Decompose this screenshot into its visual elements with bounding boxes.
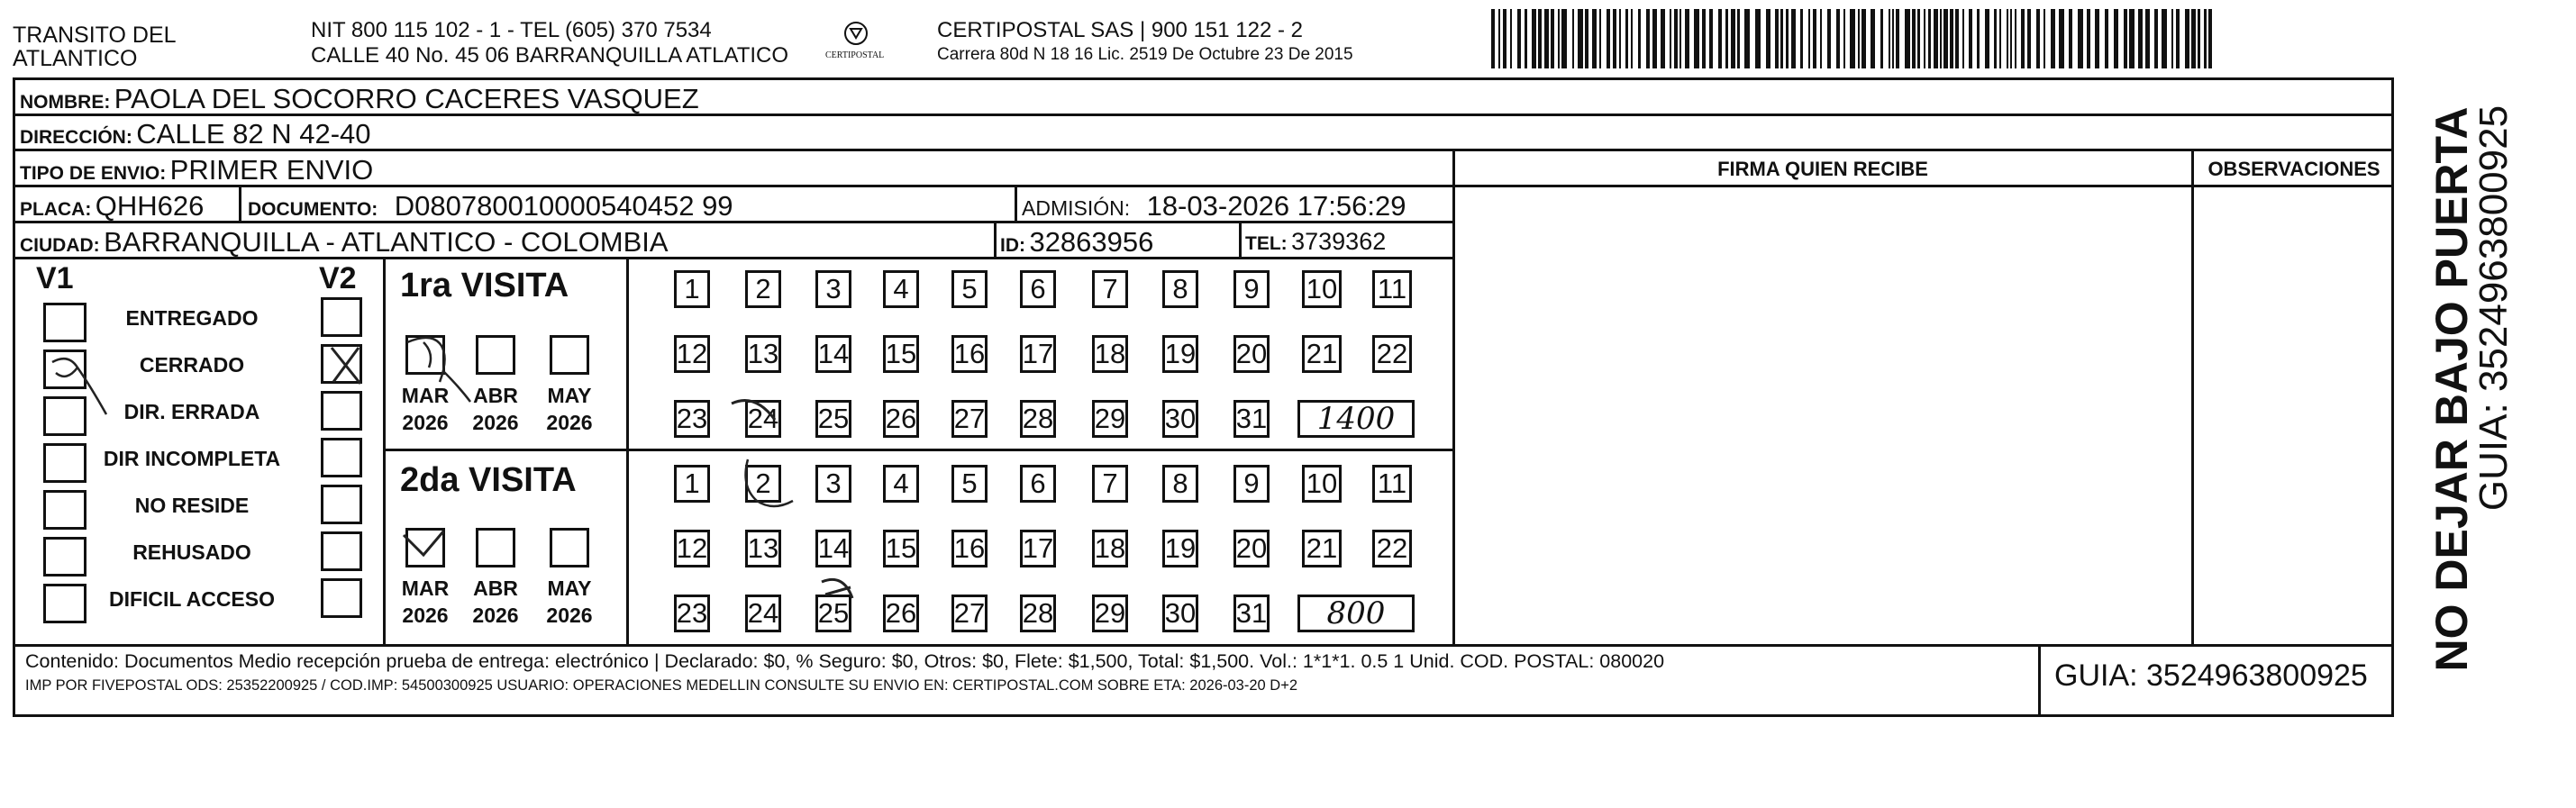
tel-field — [1245, 228, 1386, 256]
name-label: NOMBRE: — [20, 92, 111, 113]
tel-value: 3739362 — [1291, 228, 1387, 255]
first-visit-day-27[interactable]: 27 — [951, 400, 988, 438]
barcode-bar — [1928, 9, 1931, 68]
first-visit-year-label: 2026 — [546, 411, 593, 434]
first-visit-month-checkbox-0[interactable] — [405, 335, 445, 375]
second-visit-day-11[interactable]: 11 — [1372, 465, 1412, 503]
barcode-bar — [1940, 9, 1942, 68]
barcode-bar — [2095, 9, 2099, 68]
courier-address: Carrera 80d N 18 16 Lic. 2519 De Octubre 23 De 2015 — [937, 45, 1353, 64]
barcode-bar — [1731, 9, 1735, 68]
admission-label: ADMISIÓN: — [1022, 196, 1131, 220]
first-visit-day-24[interactable]: 24 — [745, 400, 781, 438]
v2-checkbox-1[interactable] — [321, 344, 362, 384]
first-visit-month-label: ABR — [473, 384, 518, 407]
barcode-bar — [1607, 9, 1610, 68]
first-visit-day-25[interactable]: 25 — [815, 400, 851, 438]
barcode-bar — [2191, 9, 2196, 68]
observations-label: OBSERVACIONES — [2207, 158, 2380, 180]
v2-label: V2 — [319, 261, 357, 295]
second-visit-day-15[interactable]: 15 — [883, 530, 919, 567]
barcode-bar — [2145, 9, 2150, 68]
barcode-bar — [1503, 9, 1506, 68]
barcode-bar — [2036, 9, 2040, 68]
barcode — [1491, 9, 2216, 68]
second-visit-day-7[interactable]: 7 — [1092, 465, 1128, 503]
barcode-bar — [1613, 9, 1616, 68]
second-visit-day-27[interactable]: 27 — [951, 595, 988, 632]
second-visit-day-22[interactable]: 22 — [1372, 530, 1412, 567]
barcode-bar — [1994, 9, 1997, 68]
barcode-bar — [2124, 9, 2127, 68]
second-visit-time-box[interactable] — [1297, 595, 1415, 632]
second-visit-day-6[interactable]: 6 — [1020, 465, 1056, 503]
first-visit-day-4[interactable]: 4 — [883, 270, 919, 308]
second-visit-year-label: 2026 — [472, 604, 519, 627]
barcode-bar — [1661, 9, 1665, 68]
first-visit-day-26[interactable]: 26 — [883, 400, 919, 438]
barcode-bar — [1843, 9, 1845, 68]
second-visit-month-label: ABR — [473, 576, 518, 600]
plate-label: PLACA: — [20, 199, 92, 220]
second-visit-month-checkbox-1[interactable] — [476, 528, 515, 567]
barcode-bar — [2078, 9, 2083, 68]
recipient-address: CALLE 82 N 42-40 — [136, 118, 371, 150]
second-visit-day-19[interactable]: 19 — [1162, 530, 1198, 567]
sender-address: CALLE 40 No. 45 06 BARRANQUILLA ATLATICO — [311, 43, 789, 68]
shipment-type-label: TIPO DE ENVIO: — [20, 163, 167, 184]
barcode-bar — [1850, 9, 1855, 68]
barcode-bar — [1646, 9, 1650, 68]
second-visit-day-28[interactable]: 28 — [1020, 595, 1056, 632]
second-visit-day-1[interactable]: 1 — [674, 465, 710, 503]
first-visit-year-label: 2026 — [472, 411, 519, 434]
barcode-bar — [2015, 9, 2016, 68]
id-field — [1000, 226, 1153, 259]
no-dejar-bajo-puerta: NO DEJAR BAJO PUERTA — [2426, 106, 2477, 672]
barcode-bar — [1631, 9, 1633, 68]
admission-field — [1022, 190, 1406, 222]
first-visit-time-box[interactable] — [1297, 400, 1415, 438]
second-visit-month-label: MAY — [547, 576, 592, 600]
first-visit-year-label: 2026 — [402, 411, 449, 434]
barcode-bar — [1889, 9, 1890, 68]
barcode-bar — [1585, 9, 1588, 68]
city-field — [20, 226, 669, 259]
second-visit-year-label: 2026 — [402, 604, 449, 627]
signature-area[interactable] — [1456, 187, 2189, 642]
second-visit-day-12[interactable]: 12 — [674, 530, 710, 567]
barcode-bar — [1709, 9, 1713, 68]
second-visit-day-29[interactable]: 29 — [1092, 595, 1128, 632]
first-visit-day-28[interactable]: 28 — [1020, 400, 1056, 438]
first-visit-day-16[interactable]: 16 — [951, 335, 988, 373]
status-label: NO RESIDE — [134, 494, 250, 517]
barcode-bar — [1744, 9, 1750, 68]
status-label: ENTREGADO — [125, 306, 259, 330]
barcode-bar — [1775, 9, 1779, 68]
first-visit-day-18[interactable]: 18 — [1092, 335, 1128, 373]
status-label: DIFICIL ACCESO — [108, 587, 275, 611]
observations-area[interactable] — [2195, 187, 2391, 642]
barcode-bar — [1800, 9, 1803, 68]
barcode-bar — [1880, 9, 1883, 68]
first-visit-month-label: MAY — [547, 384, 592, 407]
first-visit-day-30[interactable]: 30 — [1162, 400, 1198, 438]
status-label: DIR. ERRADA — [123, 400, 260, 423]
barcode-bar — [2176, 9, 2180, 68]
second-visit-day-18[interactable]: 18 — [1092, 530, 1128, 567]
second-visit-time-value: 800 — [1326, 595, 1386, 631]
barcode-bar — [1924, 9, 1925, 68]
first-visit-month-label: MAR — [401, 384, 450, 407]
plate-value: QHH626 — [95, 190, 205, 222]
barcode-bar — [1962, 9, 1964, 68]
sender-name: TRANSITO DEL ATLANTICO — [13, 23, 176, 71]
barcode-bar — [1836, 9, 1840, 68]
address-label: DIRECCIÓN: — [20, 127, 132, 148]
barcode-bar — [1578, 9, 1583, 68]
barcode-bar — [1619, 9, 1621, 68]
first-visit-month-checkbox-1[interactable] — [476, 335, 515, 375]
courier-name: CERTIPOSTAL SAS | 900 151 122 - 2 — [937, 18, 1303, 42]
id-label: ID: — [1000, 235, 1025, 256]
barcode-bar — [2105, 9, 2108, 68]
print-line: IMP POR FIVEPOSTAL ODS: 25352200925 / COD.IMP: 54500300925 USUARIO: OPERACIONES MEDELLIN CONSULTE SU ENVIO EN: CERTIPOSTAL.COM SOBRE ETA: 2026-03-20 D+2 — [25, 677, 1298, 694]
v2-checkbox-5[interactable] — [321, 531, 362, 571]
barcode-bar — [2129, 9, 2135, 68]
barcode-bar — [2069, 9, 2072, 68]
first-visit-day-12[interactable]: 12 — [674, 335, 710, 373]
logo-text: CERTIPOSTAL — [825, 50, 885, 60]
barcode-bar — [1674, 9, 1678, 68]
barcode-bar — [1544, 9, 1549, 68]
plate-field — [20, 190, 204, 222]
barcode-bar — [1786, 9, 1789, 68]
second-visit-day-17[interactable]: 17 — [1020, 530, 1056, 567]
barcode-bar — [1694, 9, 1699, 68]
barcode-bar — [2021, 9, 2025, 68]
second-visit-month-label: MAR — [401, 576, 450, 600]
barcode-bar — [1999, 9, 2001, 68]
footer-guide-number: GUIA: 3524963800925 — [2054, 658, 2368, 693]
second-visit-day-13[interactable]: 13 — [745, 530, 781, 567]
second-visit-day-16[interactable]: 16 — [951, 530, 988, 567]
barcode-bar — [1985, 9, 1989, 68]
v1-label: V1 — [36, 261, 74, 295]
v2-checkbox-4[interactable] — [321, 485, 362, 524]
barcode-bar — [1491, 9, 1495, 68]
second-visit-day-24[interactable]: 24 — [745, 595, 781, 632]
barcode-bar — [1652, 9, 1657, 68]
address-row — [20, 118, 371, 150]
barcode-bar — [1702, 9, 1706, 68]
barcode-bar — [1791, 9, 1796, 68]
barcode-bar — [1558, 9, 1560, 68]
barcode-bar — [1561, 9, 1567, 68]
second-visit-year-label: 2026 — [546, 604, 593, 627]
barcode-bar — [1532, 9, 1536, 68]
document-label: DOCUMENTO: — [248, 199, 378, 220]
second-visit-day-3[interactable]: 3 — [815, 465, 851, 503]
tel-label: TEL: — [1245, 233, 1288, 254]
barcode-bar — [1725, 9, 1728, 68]
barcode-bar — [1766, 9, 1770, 68]
barcode-bar — [2027, 9, 2031, 68]
first-visit-day-22[interactable]: 22 — [1372, 335, 1412, 373]
barcode-bar — [1820, 9, 1822, 68]
status-label: CERRADO — [139, 353, 245, 377]
barcode-bar — [2010, 9, 2012, 68]
barcode-bar — [1892, 9, 1894, 68]
first-visit-day-21[interactable]: 21 — [1302, 335, 1342, 373]
barcode-bar — [1780, 9, 1783, 68]
recipient-name: PAOLA DEL SOCORRO CACERES VASQUEZ — [114, 83, 699, 114]
barcode-bar — [1510, 9, 1512, 68]
barcode-bar — [2087, 9, 2090, 68]
city-label: CIUDAD: — [20, 235, 100, 256]
barcode-bar — [1538, 9, 1542, 68]
first-visit-day-15[interactable]: 15 — [883, 335, 919, 373]
second-visit-day-26[interactable]: 26 — [883, 595, 919, 632]
first-visit-day-31[interactable]: 31 — [1233, 400, 1270, 438]
barcode-bar — [1638, 9, 1641, 68]
sender-nit: NIT 800 115 102 - 1 - TEL (605) 370 7534 — [311, 18, 712, 42]
first-visit-day-23[interactable]: 23 — [674, 400, 710, 438]
second-visit-day-2[interactable]: 2 — [745, 465, 781, 503]
first-visit-day-13[interactable]: 13 — [745, 335, 781, 373]
barcode-bar — [1955, 9, 1959, 68]
barcode-bar — [1858, 9, 1860, 68]
first-visit-day-10[interactable]: 10 — [1302, 270, 1342, 308]
barcode-bar — [1969, 9, 1972, 68]
document-value: D080780010000540452 99 — [394, 190, 733, 222]
barcode-bar — [2208, 9, 2212, 68]
barcode-bar — [1737, 9, 1740, 68]
barcode-bar — [2198, 9, 2200, 68]
barcode-bar — [2007, 9, 2008, 68]
document-field — [248, 190, 733, 222]
side-guide-number: GUIA: 3524963800925 — [2471, 104, 2516, 512]
barcode-bar — [1670, 9, 1671, 68]
barcode-bar — [1517, 9, 1521, 68]
barcode-bar — [1871, 9, 1875, 68]
first-visit-day-14[interactable]: 14 — [815, 335, 851, 373]
barcode-bar — [1905, 9, 1910, 68]
barcode-bar — [1827, 9, 1831, 68]
first-visit-day-9[interactable]: 9 — [1233, 270, 1270, 308]
barcode-bar — [1896, 9, 1899, 68]
first-visit-day-20[interactable]: 20 — [1233, 335, 1270, 373]
barcode-bar — [2114, 9, 2118, 68]
first-visit-day-5[interactable]: 5 — [951, 270, 988, 308]
second-visit-day-9[interactable]: 9 — [1233, 465, 1270, 503]
certipostal-logo — [820, 18, 892, 65]
barcode-bar — [2204, 9, 2207, 68]
shipment-type-row — [20, 154, 373, 186]
first-visit-day-19[interactable]: 19 — [1162, 335, 1198, 373]
barcode-bar — [1934, 9, 1938, 68]
barcode-bar — [2162, 9, 2167, 68]
shipment-type: PRIMER ENVIO — [169, 154, 374, 186]
barcode-bar — [1912, 9, 1916, 68]
barcode-bar — [2138, 9, 2143, 68]
first-visit-day-29[interactable]: 29 — [1092, 400, 1128, 438]
second-visit-day-31[interactable]: 31 — [1233, 595, 1270, 632]
v2-checkbox-2[interactable] — [321, 391, 362, 431]
barcode-bar — [1813, 9, 1816, 68]
barcode-bar — [1943, 9, 1948, 68]
second-visit-day-30[interactable]: 30 — [1162, 595, 1198, 632]
barcode-bar — [2154, 9, 2158, 68]
barcode-bar — [1599, 9, 1601, 68]
barcode-bar — [1917, 9, 1920, 68]
barcode-bar — [1861, 9, 1866, 68]
barcode-bar — [1950, 9, 1953, 68]
barcode-bar — [1718, 9, 1722, 68]
first-visit-day-11[interactable]: 11 — [1372, 270, 1412, 308]
second-visit-day-23[interactable]: 23 — [674, 595, 710, 632]
second-visit-day-10[interactable]: 10 — [1302, 465, 1342, 503]
second-visit-month-checkbox-2[interactable] — [550, 528, 589, 567]
content-line: Contenido: Documentos Medio recepción prueba de entrega: electrónico | Declarado: $0, % Seguro: $0, Otros: $0, Flete: $1,500, Total: $1,500. Vol.: 1*1*1. 0.5 1 Unid. COD. POSTAL: 080020 — [25, 650, 1665, 672]
second-visit-day-20[interactable]: 20 — [1233, 530, 1270, 567]
barcode-bar — [1685, 9, 1689, 68]
barcode-bar — [2051, 9, 2055, 68]
barcode-bar — [1525, 9, 1527, 68]
barcode-bar — [1592, 9, 1597, 68]
first-visit-day-2[interactable]: 2 — [745, 270, 781, 308]
second-visit-month-checkbox-0[interactable] — [405, 528, 445, 567]
id-value: 32863956 — [1029, 226, 1154, 258]
barcode-bar — [1679, 9, 1681, 68]
first-visit-time-value: 1400 — [1316, 401, 1396, 437]
first-visit-day-3[interactable]: 3 — [815, 270, 851, 308]
barcode-bar — [1808, 9, 1810, 68]
name-row — [20, 83, 699, 115]
first-visit-title: 1ra VISITA — [400, 267, 569, 304]
barcode-bar — [2171, 9, 2173, 68]
second-visit-day-4[interactable]: 4 — [883, 465, 919, 503]
barcode-bar — [1572, 9, 1574, 68]
second-visit-day-21[interactable]: 21 — [1302, 530, 1342, 567]
v2-checkbox-0[interactable] — [321, 297, 362, 337]
barcode-bar — [1755, 9, 1761, 68]
second-visit-title: 2da VISITA — [400, 461, 577, 499]
first-visit-day-8[interactable]: 8 — [1162, 270, 1198, 308]
second-visit-day-5[interactable]: 5 — [951, 465, 988, 503]
status-label: DIR INCOMPLETA — [103, 447, 281, 470]
barcode-bar — [1625, 9, 1628, 68]
first-visit-day-7[interactable]: 7 — [1092, 270, 1128, 308]
barcode-bar — [2044, 9, 2045, 68]
signature-label: FIRMA QUIEN RECIBE — [1717, 158, 1928, 180]
barcode-bar — [1551, 9, 1554, 68]
first-visit-day-1[interactable]: 1 — [674, 270, 710, 308]
second-visit-day-25[interactable]: 25 — [815, 595, 851, 632]
barcode-bar — [2059, 9, 2064, 68]
admission-value: 18-03-2026 17:56:29 — [1146, 190, 1406, 222]
first-visit-day-17[interactable]: 17 — [1020, 335, 1056, 373]
barcode-bar — [2185, 9, 2189, 68]
city-value: BARRANQUILLA - ATLANTICO - COLOMBIA — [104, 226, 669, 258]
second-visit-day-8[interactable]: 8 — [1162, 465, 1198, 503]
second-visit-day-14[interactable]: 14 — [815, 530, 851, 567]
status-label: REHUSADO — [132, 540, 251, 564]
v2-checkbox-3[interactable] — [321, 438, 362, 477]
v2-checkbox-6[interactable] — [321, 578, 362, 618]
barcode-bar — [1977, 9, 1980, 68]
barcode-bar — [1498, 9, 1500, 68]
first-visit-month-checkbox-2[interactable] — [550, 335, 589, 375]
first-visit-day-6[interactable]: 6 — [1020, 270, 1056, 308]
